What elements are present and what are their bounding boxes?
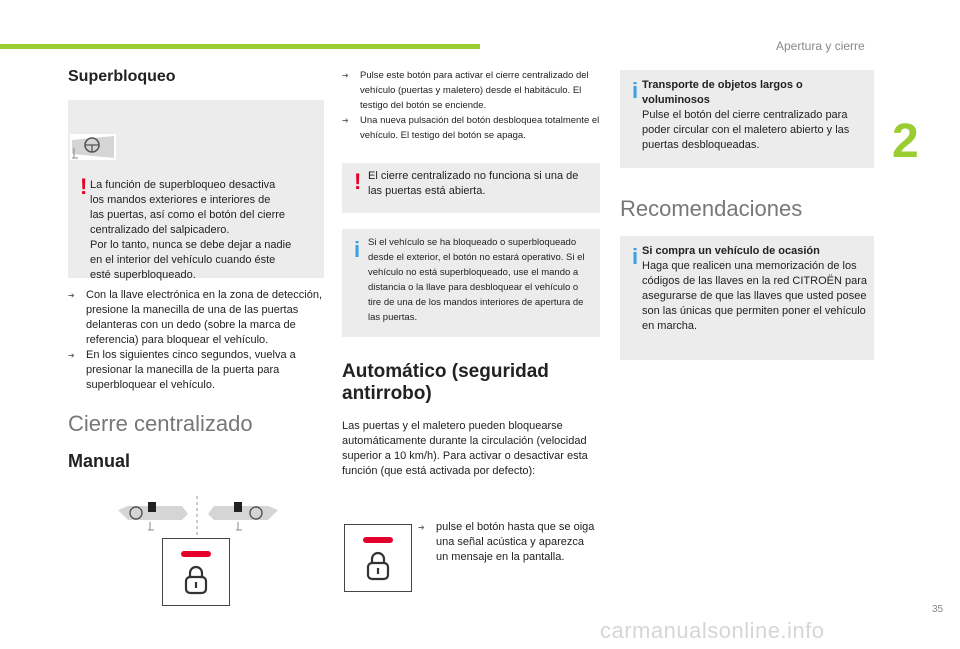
automatic-title-line: Automático (seguridad	[342, 361, 549, 382]
warning-line: esté superbloqueado.	[90, 269, 196, 281]
exclamation-icon: !	[354, 169, 362, 194]
central-lock-info-box	[342, 229, 600, 337]
page-number: 35	[932, 604, 944, 615]
recommendations-title: Recomendaciones	[620, 196, 803, 221]
lock-icon	[365, 551, 391, 581]
chapter-number: 2	[892, 115, 919, 168]
superbloqueo-warning-text	[90, 178, 318, 283]
info-text: Pulse el botón del cierre centralizado para poder circular con el maletero abierto y las puertas desbloqueadas.	[642, 109, 850, 151]
button-led	[181, 551, 211, 557]
superbloqueo-steps	[68, 288, 324, 393]
used-vehicle-info-box	[620, 236, 874, 360]
list-item: ➔ En los siguientes cinco segundos, vuelva a presionar la manecilla de la puerta para superbloquear el vehículo.	[68, 348, 324, 393]
list-item: ➔ pulse el botón hasta que se oiga una señal acústica y aparezca un mensaje en la pantalla.	[418, 520, 598, 565]
automatic-title	[342, 361, 600, 405]
warning-line: centralizado del salpicadero.	[90, 224, 230, 236]
top-accent-bar	[0, 44, 480, 49]
info-icon: i	[632, 78, 639, 103]
info-icon: i	[632, 244, 639, 269]
section-title: Apertura y cierre	[776, 39, 865, 53]
superbloqueo-title: Superbloqueo	[68, 68, 176, 85]
central-lock-info-text: Si el vehículo se ha bloqueado o superbloqueado desde el exterior, el botón no estará operativo. Si el vehículo no está superbloqueado, use el mando a distancia o la llave para desbloquear el vehículo o tire de una de los mandos interiores de apertura de las puertas.	[368, 237, 585, 323]
lock-icon	[183, 565, 209, 595]
used-vehicle-info-text	[642, 244, 870, 334]
central-lock-button[interactable]	[162, 538, 230, 606]
manual-steps	[342, 68, 600, 143]
superbloqueo-warning-box	[68, 100, 324, 281]
warning-line: los mandos exteriores e interiores de	[90, 194, 271, 206]
info-icon: i	[354, 237, 361, 262]
central-lock-button-auto[interactable]	[344, 524, 412, 592]
list-item: ➔ Pulse este botón para activar el cierre centralizado del vehículo (puertas y maletero) desde el habitáculo. El testigo del botón se enciende.	[342, 68, 600, 113]
warning-line: Por lo tanto, nunca se debe dejar a nadie	[90, 239, 292, 251]
list-item: ➔ Con la llave electrónica en la zona de detección, presione la manecilla de una de las puertas delanteras con un dedo (sobre la marca de referencia) para bloquear el vehículo.	[68, 288, 324, 348]
central-lock-warning-text: El cierre centralizado no funciona si una de las puertas está abierta.	[368, 170, 579, 197]
door-handles-illustration	[118, 496, 278, 536]
long-objects-info-box	[620, 70, 874, 168]
info-title: Si compra un vehículo de ocasión	[642, 245, 820, 257]
warning-line: en el interior del vehículo cuando éste	[90, 254, 276, 266]
info-text: Haga que realicen una memorización de los códigos de las llaves en la red CITROËN para asegurarse de que las llaves que usted posee son las únicas que permiten poner el vehículo en marcha.	[642, 260, 867, 332]
automatic-paragraph: Las puertas y el maletero pueden bloquearse automáticamente durante la circulación (velocidad superior a 10 km/h). Para activar o desactivar esta función (que está activada por defecto):	[342, 419, 588, 477]
column-middle	[342, 64, 600, 563]
column-right	[620, 64, 874, 360]
list-item: ➔ Una nueva pulsación del botón desbloquea totalmente el vehículo. El testigo del botón se apaga.	[342, 113, 600, 143]
warning-line: La función de superbloqueo desactiva	[90, 179, 276, 191]
watermark: carmanualsonline.info	[600, 618, 825, 643]
warning-line: las puertas, así como el botón del cierre	[90, 209, 286, 221]
cierre-centralizado-title: Cierre centralizado	[68, 411, 253, 436]
exclamation-icon: !	[80, 174, 88, 199]
long-objects-info-text	[642, 78, 868, 153]
automatic-steps	[418, 520, 598, 565]
column-left	[68, 64, 324, 472]
manual-title: Manual	[68, 451, 131, 471]
button-led	[363, 537, 393, 543]
info-title: Transporte de objetos largos o voluminosos	[642, 79, 803, 106]
central-lock-warning-box	[342, 163, 600, 213]
automatic-title-line: antirrobo)	[342, 382, 432, 404]
key-steering-wheel-icon	[70, 134, 116, 160]
